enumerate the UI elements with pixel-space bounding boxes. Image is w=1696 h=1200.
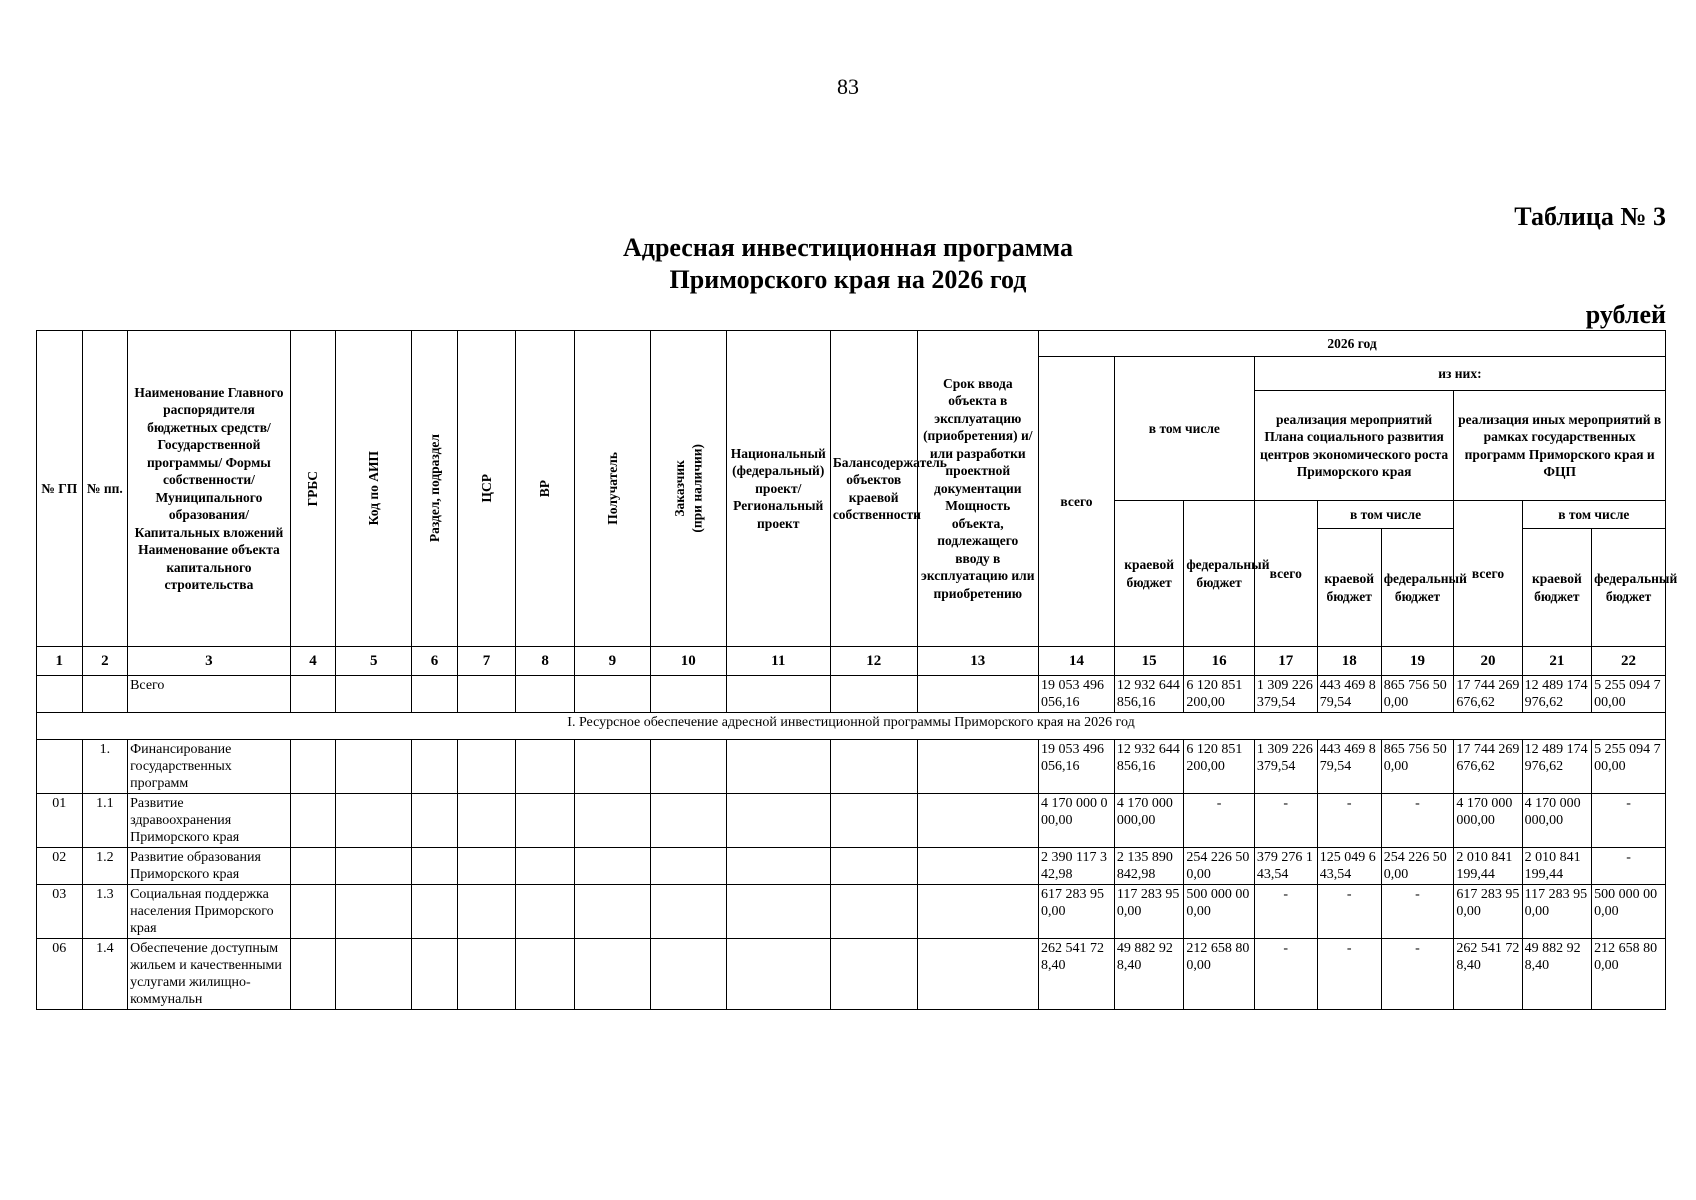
empty-cell — [726, 676, 830, 713]
gp-number-cell: 01 — [37, 794, 83, 848]
table-row — [37, 939, 1666, 1010]
header-plan-including: в том числе — [1317, 501, 1454, 529]
empty-cell — [412, 676, 458, 713]
column-number-cell: 20 — [1454, 647, 1522, 676]
column-number-cell: 16 — [1184, 647, 1254, 676]
empty-cell — [917, 740, 1038, 794]
column-number-cell: 3 — [128, 647, 291, 676]
amount-cell: 117 283 950,00 — [1114, 885, 1183, 939]
empty-cell — [830, 740, 917, 794]
amount-cell: 2 010 841 199,44 — [1454, 848, 1522, 885]
header-aip-code — [336, 331, 412, 647]
amount-cell: 617 283 950,00 — [1039, 885, 1115, 939]
empty-cell — [830, 939, 917, 1010]
header-gp: № ГП — [37, 331, 83, 647]
header-national-project: Национальный (федеральный) проект/ Региональный проект — [726, 331, 830, 647]
empty-cell — [574, 848, 650, 885]
empty-cell — [290, 676, 336, 713]
amount-cell: 12 932 644 856,16 — [1114, 740, 1183, 794]
empty-cell — [290, 740, 336, 794]
column-number-row — [37, 647, 1666, 676]
row-name-cell: Развитие здравоохранения Приморского края — [128, 794, 291, 848]
header-csr — [457, 331, 516, 647]
empty-cell — [574, 676, 650, 713]
amount-cell: 865 756 500,00 — [1381, 676, 1454, 713]
header-other-regional-budget: краевой бюджет — [1522, 529, 1591, 647]
empty-cell — [650, 848, 726, 885]
pp-number-cell: 1.2 — [82, 848, 128, 885]
amount-cell: - — [1381, 885, 1454, 939]
empty-cell — [412, 885, 458, 939]
amount-cell: 12 489 174 976,62 — [1522, 676, 1591, 713]
amount-cell: 19 053 496 056,16 — [1039, 740, 1115, 794]
empty-cell — [336, 740, 412, 794]
empty-cell — [457, 939, 516, 1010]
empty-cell — [290, 794, 336, 848]
empty-cell — [830, 885, 917, 939]
header-section-text: Раздел, подраздел — [426, 434, 442, 543]
header-name: Наименование Главного распорядителя бюджетных средств/Государственной программы/ Формы собственности/Муниципального образования/Капитальных вложений Наименование объекта капитального строительства — [128, 331, 291, 647]
column-number-cell: 13 — [917, 647, 1038, 676]
amount-cell: - — [1184, 794, 1254, 848]
amount-cell: 4 170 000 000,00 — [1114, 794, 1183, 848]
amount-cell: - — [1592, 794, 1666, 848]
header-other-total: всего — [1454, 501, 1522, 647]
table-row — [37, 740, 1666, 794]
header-total: всего — [1039, 357, 1115, 647]
empty-cell — [726, 885, 830, 939]
header-aip-code-text: Код по АИП — [366, 451, 382, 526]
amount-cell: - — [1254, 794, 1317, 848]
empty-cell — [726, 939, 830, 1010]
empty-cell — [457, 885, 516, 939]
empty-cell — [336, 794, 412, 848]
row-name-cell: Всего — [128, 676, 291, 713]
amount-cell: 2 390 117 342,98 — [1039, 848, 1115, 885]
column-number-cell: 9 — [574, 647, 650, 676]
empty-cell — [917, 885, 1038, 939]
empty-cell — [726, 794, 830, 848]
amount-cell: 212 658 800,00 — [1184, 939, 1254, 1010]
empty-cell — [830, 676, 917, 713]
amount-cell: 212 658 800,00 — [1592, 939, 1666, 1010]
column-number-cell: 18 — [1317, 647, 1381, 676]
amount-cell: 4 170 000 000,00 — [1522, 794, 1591, 848]
gp-number-cell — [37, 676, 83, 713]
empty-cell — [336, 676, 412, 713]
empty-cell — [290, 939, 336, 1010]
empty-cell — [574, 939, 650, 1010]
header-of-them: из них: — [1254, 357, 1665, 391]
header-other-including: в том числе — [1522, 501, 1665, 529]
amount-cell: 19 053 496 056,16 — [1039, 676, 1115, 713]
empty-cell — [412, 794, 458, 848]
amount-cell: 12 489 174 976,62 — [1522, 740, 1591, 794]
amount-cell: 262 541 728,40 — [1454, 939, 1522, 1010]
amount-cell: 500 000 000,00 — [1592, 885, 1666, 939]
amount-cell: 12 932 644 856,16 — [1114, 676, 1183, 713]
page-number: 83 — [837, 74, 859, 99]
document-title-line-2: Приморского края на 2026 год — [669, 265, 1027, 294]
gp-number-cell — [37, 740, 83, 794]
section-title: I. Ресурсное обеспечение адресной инвестиционной программы Приморского края на 2026 год — [37, 713, 1666, 740]
header-plan-total: всего — [1254, 501, 1317, 647]
empty-cell — [290, 848, 336, 885]
pp-number-cell: 1.4 — [82, 939, 128, 1010]
column-number-cell: 10 — [650, 647, 726, 676]
row-name-cell: Развитие образования Приморского края — [128, 848, 291, 885]
header-including: в том числе — [1114, 357, 1254, 501]
empty-cell — [516, 939, 575, 1010]
empty-cell — [336, 939, 412, 1010]
empty-cell — [650, 676, 726, 713]
column-number-cell: 22 — [1592, 647, 1666, 676]
amount-cell: - — [1592, 848, 1666, 885]
amount-cell: 4 170 000 000,00 — [1039, 794, 1115, 848]
table-row — [37, 848, 1666, 885]
table-row — [37, 885, 1666, 939]
amount-cell: - — [1254, 939, 1317, 1010]
header-other-measures: реализация иных мероприятий в рамках государственных программ Приморского края и ФЦП — [1454, 391, 1666, 501]
table-row — [37, 794, 1666, 848]
header-recipient-text: Получатель — [604, 452, 620, 525]
empty-cell — [650, 740, 726, 794]
header-commission-term: Срок ввода объекта в эксплуатацию (приобретения) и/или разработки проектной документации Мощность объекта, подлежащего вводу в эксплуатацию или приобретению — [917, 331, 1038, 647]
pp-number-cell — [82, 676, 128, 713]
empty-cell — [650, 885, 726, 939]
document-title-line-1: Адресная инвестиционная программа — [623, 233, 1073, 262]
amount-cell: - — [1317, 939, 1381, 1010]
units-label: рублей — [1585, 300, 1666, 329]
amount-cell: 500 000 000,00 — [1184, 885, 1254, 939]
empty-cell — [917, 794, 1038, 848]
header-recipient — [574, 331, 650, 647]
gp-number-cell: 03 — [37, 885, 83, 939]
pp-number-cell: 1.3 — [82, 885, 128, 939]
empty-cell — [516, 740, 575, 794]
header-customer-line-1: Заказчик — [671, 460, 687, 517]
pp-number-cell: 1. — [82, 740, 128, 794]
amount-cell: 254 226 500,00 — [1184, 848, 1254, 885]
empty-cell — [917, 939, 1038, 1010]
amount-cell: 5 255 094 700,00 — [1592, 676, 1666, 713]
empty-cell — [412, 740, 458, 794]
amount-cell: - — [1381, 939, 1454, 1010]
column-number-cell: 21 — [1522, 647, 1591, 676]
column-number-cell: 19 — [1381, 647, 1454, 676]
amount-cell: 2 135 890 842,98 — [1114, 848, 1183, 885]
column-number-cell: 8 — [516, 647, 575, 676]
empty-cell — [726, 740, 830, 794]
empty-cell — [457, 794, 516, 848]
header-balance-holder: Балансодержатель объектов краевой собственности — [830, 331, 917, 647]
investment-program-table — [36, 330, 1678, 1010]
empty-cell — [650, 939, 726, 1010]
column-number-cell: 7 — [457, 647, 516, 676]
column-number-cell: 4 — [290, 647, 336, 676]
empty-cell — [516, 676, 575, 713]
column-number-cell: 1 — [37, 647, 83, 676]
empty-cell — [457, 740, 516, 794]
amount-cell: - — [1317, 794, 1381, 848]
pp-number-cell: 1.1 — [82, 794, 128, 848]
row-name-cell: Финансирование государственных программ — [128, 740, 291, 794]
header-customer — [650, 331, 726, 647]
amount-cell: 254 226 500,00 — [1381, 848, 1454, 885]
header-grbs-text: ГРБС — [305, 470, 321, 507]
amount-cell: 262 541 728,40 — [1039, 939, 1115, 1010]
empty-cell — [574, 885, 650, 939]
amount-cell: 117 283 950,00 — [1522, 885, 1591, 939]
header-vr-text: ВР — [537, 479, 553, 498]
column-number-cell: 2 — [82, 647, 128, 676]
empty-cell — [290, 885, 336, 939]
amount-cell: 379 276 143,54 — [1254, 848, 1317, 885]
amount-cell: - — [1317, 885, 1381, 939]
amount-cell: 2 010 841 199,44 — [1522, 848, 1591, 885]
amount-cell: 6 120 851 200,00 — [1184, 740, 1254, 794]
column-number-cell: 14 — [1039, 647, 1115, 676]
gp-number-cell: 02 — [37, 848, 83, 885]
empty-cell — [830, 794, 917, 848]
empty-cell — [516, 848, 575, 885]
column-number-cell: 6 — [412, 647, 458, 676]
amount-cell: 49 882 928,40 — [1114, 939, 1183, 1010]
empty-cell — [574, 740, 650, 794]
header-plan-regional-budget: краевой бюджет — [1317, 529, 1381, 647]
empty-cell — [412, 848, 458, 885]
amount-cell: 49 882 928,40 — [1522, 939, 1591, 1010]
empty-cell — [830, 848, 917, 885]
document-title — [0, 232, 1696, 296]
amount-cell: 5 255 094 700,00 — [1592, 740, 1666, 794]
empty-cell — [457, 848, 516, 885]
empty-cell — [336, 848, 412, 885]
header-other-federal-budget: федеральный бюджет — [1592, 529, 1666, 647]
amount-cell: - — [1381, 794, 1454, 848]
amount-cell: 1 309 226 379,54 — [1254, 740, 1317, 794]
column-number-cell: 12 — [830, 647, 917, 676]
column-number-cell: 5 — [336, 647, 412, 676]
header-year: 2026 год — [1039, 331, 1666, 357]
amount-cell: - — [1254, 885, 1317, 939]
empty-cell — [726, 848, 830, 885]
header-vr — [516, 331, 575, 647]
header-section — [412, 331, 458, 647]
header-plan-measures: реализация мероприятий Плана социального развития центров экономического роста Приморского края — [1254, 391, 1454, 501]
empty-cell — [574, 794, 650, 848]
section-title-row — [37, 713, 1666, 740]
row-name-cell: Обеспечение доступным жильем и качественными услугами жилищно-коммунальн — [128, 939, 291, 1010]
header-federal-budget: федеральный бюджет — [1184, 501, 1254, 647]
empty-cell — [516, 885, 575, 939]
empty-cell — [917, 676, 1038, 713]
empty-cell — [917, 848, 1038, 885]
amount-cell: 17 744 269 676,62 — [1454, 740, 1522, 794]
row-name-cell: Социальная поддержка населения Приморского края — [128, 885, 291, 939]
empty-cell — [516, 794, 575, 848]
header-customer-text — [671, 444, 706, 533]
amount-cell: 17 744 269 676,62 — [1454, 676, 1522, 713]
header-customer-line-2: (при наличии) — [689, 444, 705, 533]
amount-cell: 6 120 851 200,00 — [1184, 676, 1254, 713]
header-regional-budget: краевой бюджет — [1114, 501, 1183, 647]
empty-cell — [412, 939, 458, 1010]
header-csr-text: ЦСР — [478, 474, 494, 503]
empty-cell — [457, 676, 516, 713]
table-row — [37, 676, 1666, 713]
amount-cell: 443 469 879,54 — [1317, 740, 1381, 794]
column-number-cell: 17 — [1254, 647, 1317, 676]
column-number-cell: 15 — [1114, 647, 1183, 676]
amount-cell: 125 049 643,54 — [1317, 848, 1381, 885]
amount-cell: 443 469 879,54 — [1317, 676, 1381, 713]
amount-cell: 1 309 226 379,54 — [1254, 676, 1317, 713]
amount-cell: 4 170 000 000,00 — [1454, 794, 1522, 848]
header-pp: № пп. — [82, 331, 128, 647]
amount-cell: 617 283 950,00 — [1454, 885, 1522, 939]
empty-cell — [336, 885, 412, 939]
column-number-cell: 11 — [726, 647, 830, 676]
header-grbs — [290, 331, 336, 647]
gp-number-cell: 06 — [37, 939, 83, 1010]
table-caption: Таблица № 3 — [1514, 202, 1666, 231]
empty-cell — [650, 794, 726, 848]
header-plan-federal-budget: федеральный бюджет — [1381, 529, 1454, 647]
amount-cell: 865 756 500,00 — [1381, 740, 1454, 794]
